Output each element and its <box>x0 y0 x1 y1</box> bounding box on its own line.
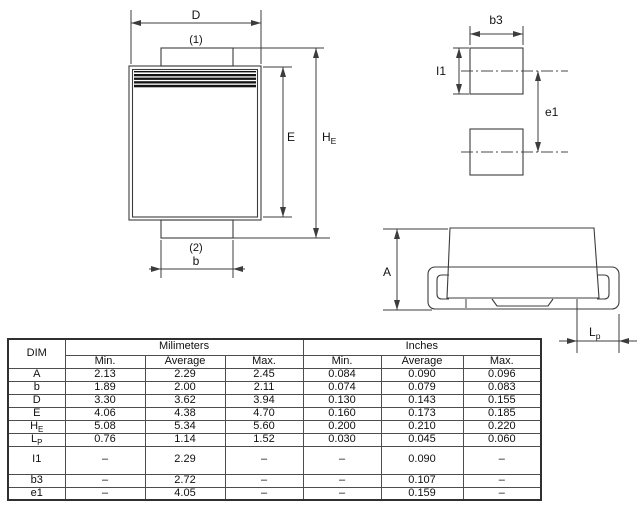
value-cell: 0.030 <box>303 433 381 446</box>
table-row <box>8 368 541 381</box>
value-cell: – <box>65 474 145 487</box>
table-row <box>8 394 541 407</box>
inches-group-header: Inches <box>303 339 541 355</box>
dim-cell: E <box>8 407 65 420</box>
body-outer-outline <box>129 66 261 220</box>
value-cell: 5.60 <box>225 420 303 433</box>
mm-average-header: Average <box>145 355 225 368</box>
dim-label-l1: I1 <box>435 64 447 78</box>
dim-label-e: E <box>287 130 296 144</box>
value-cell: 2.29 <box>145 368 225 381</box>
bottom-terminal <box>161 220 233 238</box>
value-cell: – <box>225 474 303 487</box>
side-extension-lines <box>383 229 619 353</box>
pin1-label: (1) <box>189 34 203 46</box>
in-min-header: Min. <box>303 355 381 368</box>
dim-cell: $H_E$ <box>8 420 65 433</box>
value-cell: 1.14 <box>145 433 225 446</box>
value-cell: 1.52 <box>225 433 303 446</box>
dim-cell: A <box>8 368 65 381</box>
dimensions-table <box>7 338 542 501</box>
dim-cell: b <box>8 381 65 394</box>
value-cell: 0.130 <box>303 394 381 407</box>
side-view <box>383 228 637 353</box>
value-cell: – <box>65 487 145 500</box>
value-cell: – <box>463 446 541 474</box>
table-row <box>8 474 541 487</box>
dim-cell: I1 <box>8 446 65 474</box>
land-pattern-view <box>436 13 568 175</box>
dim-label-a: A <box>382 265 392 279</box>
value-cell: – <box>225 487 303 500</box>
table-row <box>8 487 541 500</box>
value-cell: 0.090 <box>381 446 463 474</box>
pin2-label: (2) <box>189 242 203 254</box>
value-cell: 0.76 <box>65 433 145 446</box>
dim-cell: e1 <box>8 487 65 500</box>
value-cell: – <box>65 446 145 474</box>
dim-label-e1: e1 <box>545 105 559 119</box>
value-cell: 0.200 <box>303 420 381 433</box>
table-sub-header-row <box>8 355 541 368</box>
value-cell: 4.05 <box>145 487 225 500</box>
pad-extension-lines <box>453 26 523 94</box>
value-cell: 2.11 <box>225 381 303 394</box>
value-cell: 4.06 <box>65 407 145 420</box>
value-cell: 0.079 <box>381 381 463 394</box>
dim-label-lp: $L_p$ <box>589 325 601 341</box>
value-cell: 0.185 <box>463 407 541 420</box>
value-cell: 4.70 <box>225 407 303 420</box>
value-cell: 0.096 <box>463 368 541 381</box>
value-cell: – <box>463 474 541 487</box>
value-cell: 3.62 <box>145 394 225 407</box>
value-cell: 0.060 <box>463 433 541 446</box>
dim-label-b3: b3 <box>489 13 503 27</box>
table-row <box>8 446 541 474</box>
table-row <box>8 433 541 446</box>
value-cell: 0.173 <box>381 407 463 420</box>
value-cell: 4.38 <box>145 407 225 420</box>
value-cell: – <box>225 446 303 474</box>
table-row <box>8 381 541 394</box>
dim-label-b: b <box>192 254 200 268</box>
dim-label-d: D <box>191 8 201 22</box>
value-cell: 0.083 <box>463 381 541 394</box>
body-inner-outline <box>133 70 258 218</box>
cathode-band-stripes <box>134 71 256 87</box>
top-terminal <box>161 48 233 66</box>
millimeters-group-header: Milimeters <box>65 339 303 355</box>
value-cell: 5.34 <box>145 420 225 433</box>
value-cell: – <box>463 487 541 500</box>
value-cell: 0.090 <box>381 368 463 381</box>
mm-max-header: Max. <box>225 355 303 368</box>
table-row <box>8 420 541 433</box>
value-cell: 0.220 <box>463 420 541 433</box>
value-cell: 0.045 <box>381 433 463 446</box>
value-cell: 2.45 <box>225 368 303 381</box>
value-cell: 0.107 <box>381 474 463 487</box>
value-cell: – <box>303 487 381 500</box>
value-cell: 2.00 <box>145 381 225 394</box>
value-cell: 0.074 <box>303 381 381 394</box>
value-cell: 0.084 <box>303 368 381 381</box>
value-cell: 3.94 <box>225 394 303 407</box>
value-cell: 0.159 <box>381 487 463 500</box>
lead-band-outline <box>428 267 619 309</box>
value-cell: 3.30 <box>65 394 145 407</box>
value-cell: 1.89 <box>65 381 145 394</box>
value-cell: 2.72 <box>145 474 225 487</box>
in-average-header: Average <box>381 355 463 368</box>
dim-column-header: DIM <box>8 339 65 368</box>
dim-cell: b3 <box>8 474 65 487</box>
dim-label-he: $H_E$ <box>322 130 337 146</box>
value-cell: – <box>303 474 381 487</box>
mm-min-header: Min. <box>65 355 145 368</box>
molded-body-profile <box>447 228 599 298</box>
value-cell: – <box>303 446 381 474</box>
value-cell: 0.155 <box>463 394 541 407</box>
table-group-header-row <box>8 339 541 355</box>
dim-cell: D <box>8 394 65 407</box>
table-row <box>8 407 541 420</box>
value-cell: 2.13 <box>65 368 145 381</box>
front-view <box>129 8 337 278</box>
value-cell: 0.143 <box>381 394 463 407</box>
value-cell: 0.210 <box>381 420 463 433</box>
value-cell: 5.08 <box>65 420 145 433</box>
dim-cell: $L_P$ <box>8 433 65 446</box>
bottom-center-notch <box>492 299 553 306</box>
in-max-header: Max. <box>463 355 541 368</box>
value-cell: 2.29 <box>145 446 225 474</box>
value-cell: 0.160 <box>303 407 381 420</box>
